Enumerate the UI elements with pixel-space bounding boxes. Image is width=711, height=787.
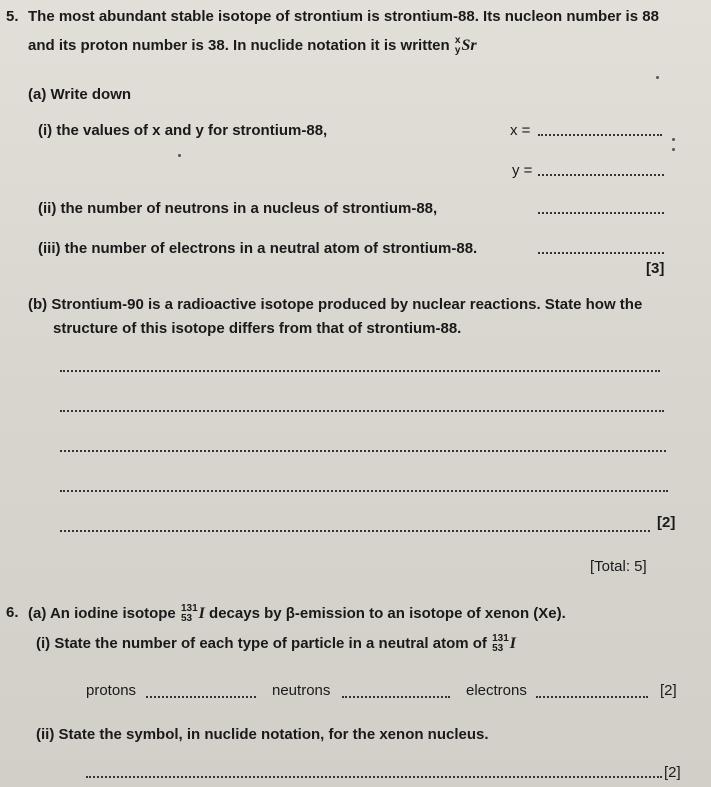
q5-number: 5. <box>6 8 19 25</box>
q6-i-mark: [2] <box>660 682 677 699</box>
b-answer-line-5[interactable] <box>60 530 650 532</box>
iodine-symbol: I <box>198 604 205 622</box>
q5-a-heading: (a) Write down <box>28 86 132 103</box>
y-answer-line[interactable] <box>538 174 664 176</box>
q5-b-line1: (b) Strontium-90 is a radioactive isotope produced by nuclear reactions. State how the <box>28 296 643 313</box>
iodine-proton-number-2: 53 <box>492 643 504 654</box>
q6-i-text: (i) State the number of each type of particle in a neutral atom of <box>36 634 487 652</box>
b-answer-line-2[interactable] <box>60 410 664 412</box>
scan-speck <box>178 154 181 157</box>
iodine-numbers-2 <box>492 634 509 654</box>
q5-intro-line2-text: and its proton number is 38. In nuclide notation it is written <box>28 36 450 54</box>
q6-a-text-after: decays by β-emission to an isotope of xenon (Xe). <box>209 604 566 622</box>
electrons-answer-line[interactable] <box>538 252 664 254</box>
q5-b-mark: [2] <box>657 514 676 531</box>
scan-speck <box>672 148 675 151</box>
y-label: y = <box>512 162 533 179</box>
electrons6-answer-line[interactable] <box>536 696 648 698</box>
scan-speck <box>656 76 659 79</box>
scan-speck <box>672 138 675 141</box>
electrons-label: electrons <box>466 682 527 699</box>
q6-a-text-before: (a) An iodine isotope <box>28 604 176 622</box>
b-answer-line-4[interactable] <box>60 490 668 492</box>
iodine-proton-number: 53 <box>180 613 193 624</box>
notation-x: x <box>454 35 461 46</box>
neutrons6-answer-line[interactable] <box>342 696 450 698</box>
neutrons-label: neutrons <box>272 682 331 699</box>
notation-sr: Sr <box>461 36 477 54</box>
q5-a-i: (i) the values of x and y for strontium-88, <box>38 122 328 139</box>
q5-intro-line1: The most abundant stable isotope of strontium is strontium-88. Its nucleon number is 88 <box>28 8 659 25</box>
neutrons-answer-line[interactable] <box>538 212 664 214</box>
iodine-mass-number-2: 131 <box>492 633 509 644</box>
q5-total: [Total: 5] <box>590 558 647 575</box>
iodine-symbol-2: I <box>509 634 516 652</box>
b-answer-line-3[interactable] <box>60 450 666 452</box>
q5-intro-line2 <box>28 36 477 56</box>
x-label: x = <box>510 122 531 139</box>
x-answer-line[interactable] <box>538 134 662 136</box>
iodine-mass-number: 131 <box>180 603 198 614</box>
protons-label: protons <box>86 682 137 699</box>
q5-b-line2: structure of this isotope differs from that of strontium-88. <box>53 320 462 337</box>
q6-ii-mark: [2] <box>664 764 681 781</box>
notation-y: y <box>454 45 461 56</box>
q6-a-line <box>28 604 566 624</box>
iodine-numbers <box>181 604 198 624</box>
xenon-answer-line[interactable] <box>86 776 662 778</box>
q5-a-iii: (iii) the number of electrons in a neutral atom of strontium-88. <box>38 240 478 257</box>
q5-a-ii: (ii) the number of neutrons in a nucleus of strontium-88, <box>38 200 438 217</box>
protons-answer-line[interactable] <box>146 696 256 698</box>
q6-ii-text: (ii) State the symbol, in nuclide notation, for the xenon nucleus. <box>36 726 489 743</box>
q6-i-line <box>36 634 516 654</box>
sr-notation <box>455 36 461 56</box>
q5-a-mark: [3] <box>646 260 665 277</box>
b-answer-line-1[interactable] <box>60 370 660 372</box>
q6-number: 6. <box>6 604 19 621</box>
